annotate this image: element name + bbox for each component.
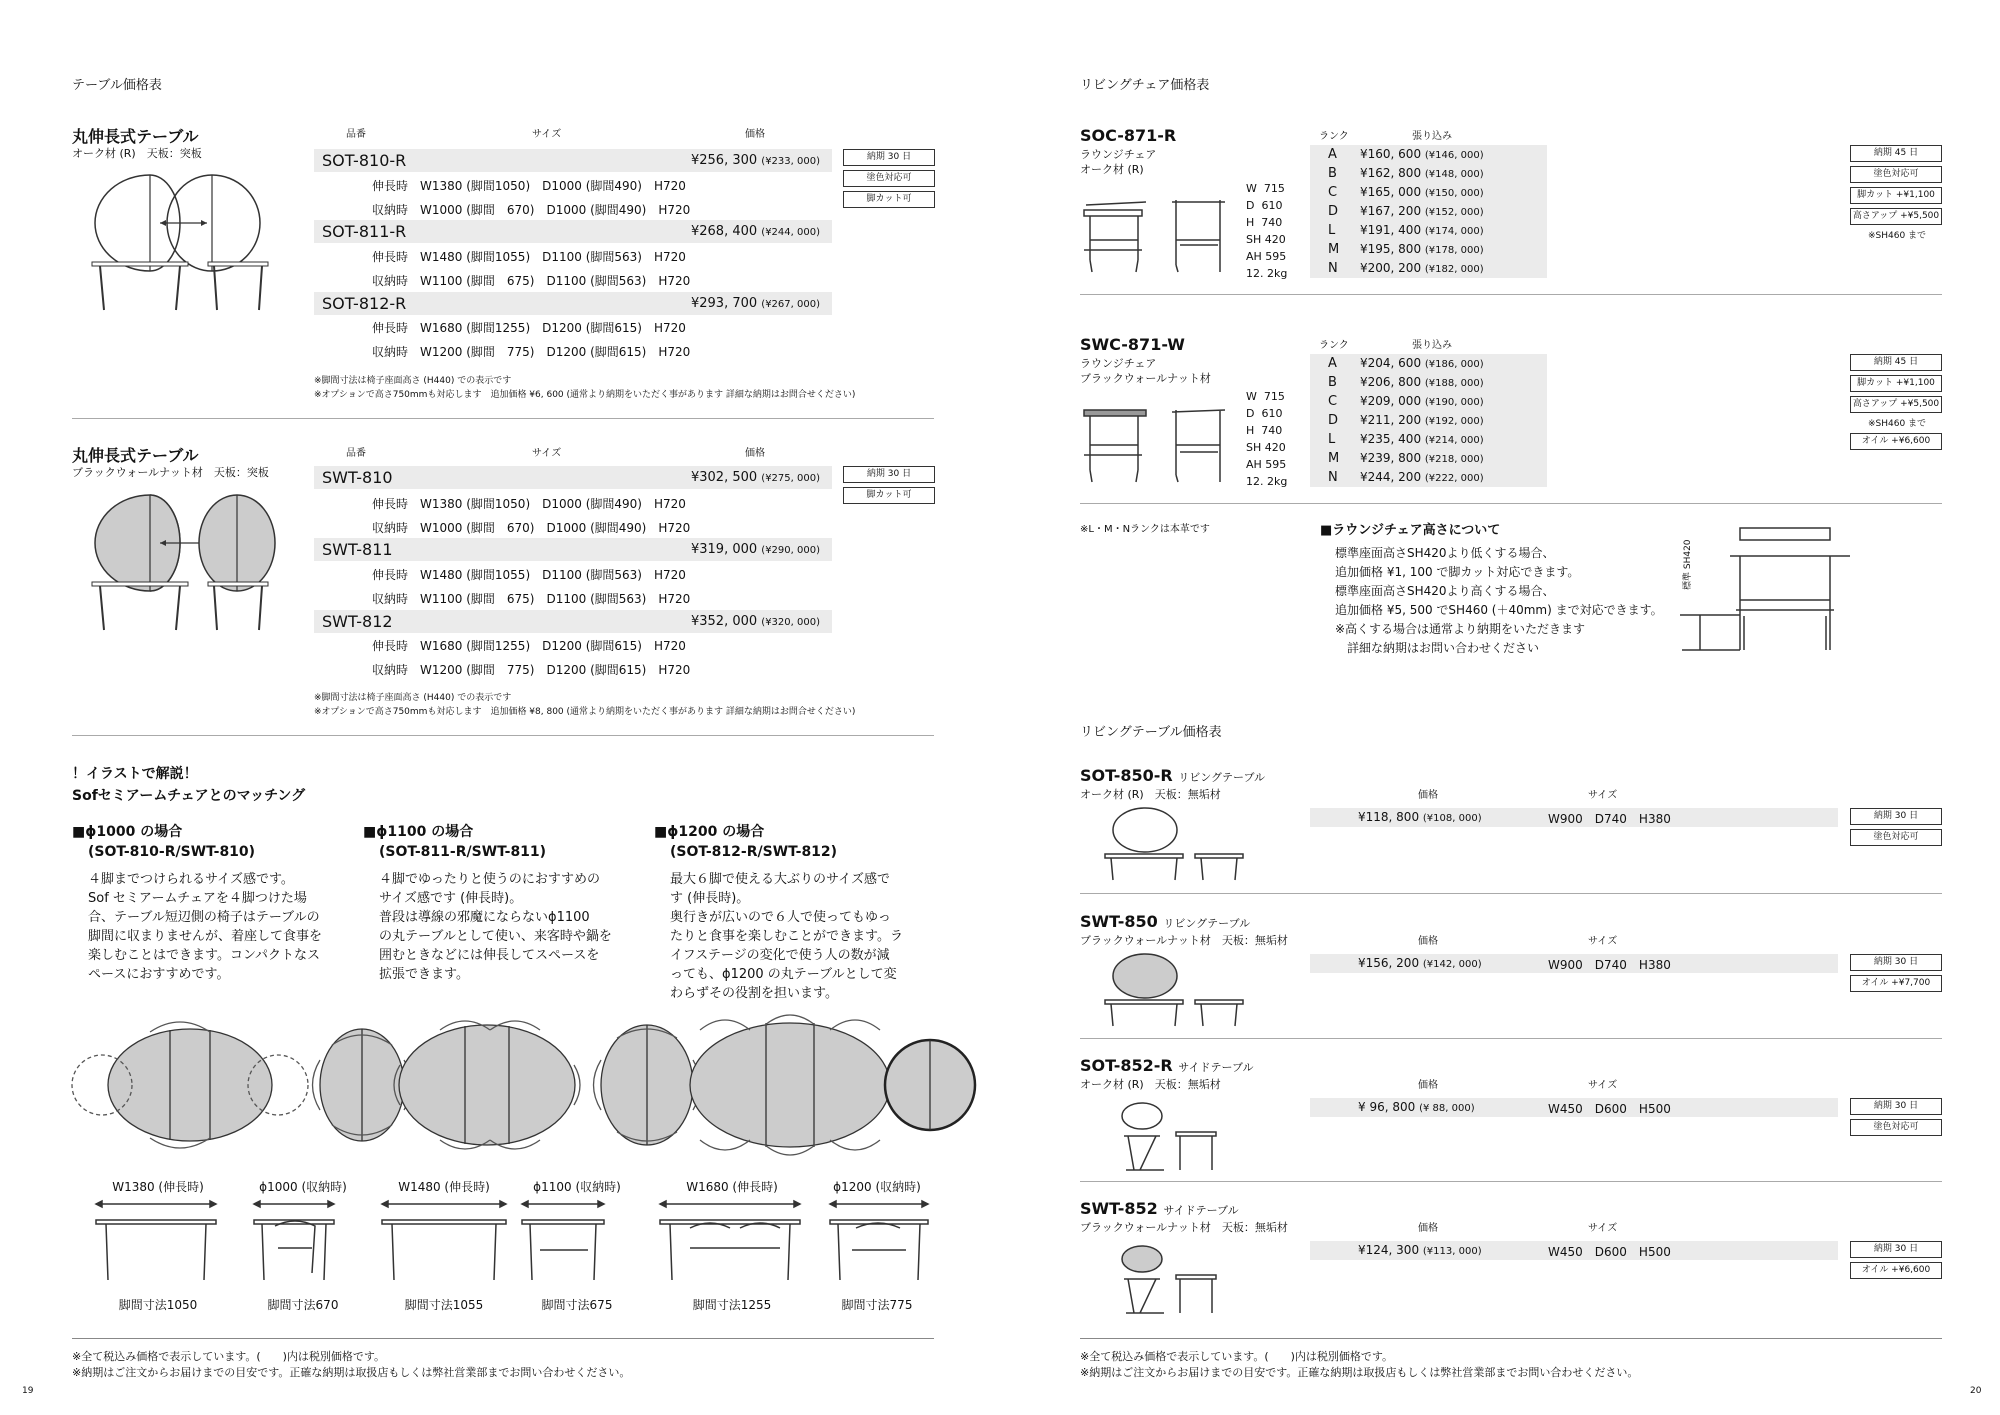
height-chair-diagram <box>1680 520 1850 660</box>
footer-note: ※納期はご注文からお届けまでの目安です。正確な納期は取扱店もしくは弊社営業部までお問い合わせください。 <box>72 1366 631 1379</box>
badge-option: 塗色対応可 <box>1850 829 1942 846</box>
size-stowed: 収納時 W1200 (脚間 775) D1200 (脚間615) H720 <box>372 663 691 677</box>
col-fabric: 張り込み <box>1412 131 1452 142</box>
leg-span-stow: 脚間寸法775 <box>841 1298 913 1312</box>
size-stowed: 収納時 W1000 (脚間 670) D1000 (脚間490) H720 <box>372 521 691 535</box>
product-code: SOC-871-R <box>1080 126 1177 145</box>
illust-text: ４脚までつけられるサイズ感です。 Sof セミアームチェアを４脚つけた場 合、テーブル短辺側の椅子はテーブルの 脚間に収まりませんが、着座して食事を 楽しむことはできます。コンパクトなス ペースにおすすめです。 <box>88 872 323 982</box>
badge-lead-time: 納期 45 日 <box>1850 354 1942 371</box>
col-size: サイズ <box>532 129 562 140</box>
chair-illustration-oak <box>1080 190 1230 275</box>
col-code: 品番 <box>346 448 366 459</box>
model-price: ¥293, 700 (¥267, 000) <box>690 296 820 311</box>
divider <box>1080 1038 1942 1039</box>
illust-text: ４脚でゆったりと使うのにおすすめの サイズ感です (伸長時)。 普段は導線の邪魔にならないϕ1100 の丸テーブルとして使い、来客時や鍋を 囲むときなどには伸長してスペースを 拡張できます。 <box>379 872 612 982</box>
model-code: SOT-810-R <box>322 151 407 170</box>
rank-row: A ¥160, 600 (¥146, 000) <box>1310 145 1547 164</box>
badge-leg-cut: 脚カット可 <box>843 191 935 208</box>
lt-illustration <box>1105 808 1245 883</box>
badge-lead-time: 納期 45 日 <box>1850 145 1942 162</box>
model-price: ¥256, 300 (¥233, 000) <box>690 153 820 168</box>
page-number: 20 <box>1970 1386 1982 1396</box>
product-name: 丸伸長式テーブル <box>72 127 199 146</box>
left-section-title: テーブル価格表 <box>72 78 162 93</box>
model-row <box>314 292 832 315</box>
rank-row: B ¥206, 800 (¥188, 000) <box>1310 373 1547 392</box>
col-size: サイズ <box>1588 790 1618 801</box>
height-label: 標準 SH420 <box>1683 539 1693 590</box>
illust-head: ■ϕ1100 の場合 <box>363 824 474 840</box>
illust-head: ■ϕ1200 の場合 <box>654 824 765 840</box>
col-price: 価格 <box>1418 936 1438 947</box>
badge-height-up: 高さアップ +¥5,500 <box>1850 208 1942 225</box>
divider <box>72 735 934 736</box>
col-price: 価格 <box>1418 1223 1438 1234</box>
model-code: SOT-811-R <box>322 222 407 241</box>
model-row <box>314 466 832 489</box>
model-row <box>314 538 832 561</box>
model-code: SOT-812-R <box>322 294 407 313</box>
note: ※オプションで高さ750mmも対応します 追加価格 ¥6, 600 (通常より納期をいただく事があります 詳細な納期はお問合せください) <box>314 390 856 400</box>
chair-dimensions: W 715 D 610 H 740 SH 420 AH 595 12. 2kg <box>1246 182 1288 280</box>
product-material: オーク材 (R) 天板：突板 <box>72 147 202 160</box>
model-code: SWT-810 <box>322 468 393 487</box>
caption-stow: ϕ1100 (収納時) <box>533 1180 621 1194</box>
rank-row: N ¥244, 200 (¥222, 000) <box>1310 468 1547 487</box>
col-size: サイズ <box>1588 1223 1618 1234</box>
badge-color: 塗色対応可 <box>1850 166 1942 183</box>
product-material: ブラックウォールナット材 天板：無垢材 <box>1080 934 1288 947</box>
rank-row: L ¥191, 400 (¥174, 000) <box>1310 221 1547 240</box>
divider <box>1080 893 1942 894</box>
footer-note: ※納期はご注文からお届けまでの目安です。正確な納期は取扱店もしくは弊社営業部までお問い合わせください。 <box>1080 1366 1639 1379</box>
model-row <box>314 220 832 243</box>
table-illustration-walnut <box>90 490 310 630</box>
product-code: SWT-850 リビングテーブル <box>1080 912 1251 931</box>
footer-note: ※全て税込み価格で表示しています。( )内は税別価格です。 <box>1080 1350 1394 1363</box>
illust-subtitle: Sofセミアームチェアとのマッチング <box>72 788 306 804</box>
product-code: SWC-871-W <box>1080 335 1185 354</box>
product-material: オーク材 (R) <box>1080 163 1144 176</box>
col-size: サイズ <box>1588 1080 1618 1091</box>
product-material: ブラックウォールナット材 天板：無垢材 <box>1080 1221 1288 1234</box>
badge-lead-time: 納期 30 日 <box>1850 1098 1942 1115</box>
caption-ext: W1480 (伸長時) <box>398 1180 490 1194</box>
col-code: 品番 <box>346 129 366 140</box>
badge-lead-time: 納期 30 日 <box>1850 954 1942 971</box>
leg-span-ext: 脚間寸法1055 <box>404 1298 484 1312</box>
badge-note: ※SH460 まで <box>1868 231 1927 241</box>
badge-leg-cut: 脚カット +¥1,100 <box>1850 187 1942 204</box>
lmn-note: ※L・M・Nランクは本革です <box>1080 524 1210 535</box>
col-price: 価格 <box>1418 790 1438 801</box>
model-row <box>314 610 832 633</box>
page-number: 19 <box>22 1386 34 1396</box>
model-row <box>314 149 832 172</box>
col-fabric: 張り込み <box>1412 340 1452 351</box>
model-price: ¥319, 000 (¥290, 000) <box>690 542 820 557</box>
badge-leg-cut: 脚カット +¥1,100 <box>1850 375 1942 392</box>
rank-row: L ¥235, 400 (¥214, 000) <box>1310 430 1547 449</box>
rank-row: D ¥167, 200 (¥152, 000) <box>1310 202 1547 221</box>
model-code: SWT-811 <box>322 540 393 559</box>
size-stowed: 収納時 W1000 (脚間 670) D1000 (脚間490) H720 <box>372 203 691 217</box>
height-info-text: 標準座面高さSH420より低くする場合、 追加価格 ¥1, 100 で脚カット対応できます。 標準座面高さSH420より高くする場合、 追加価格 ¥5, 500 でSH460 (＋40mm) まで対応できます。 ※高くする場合は通常より納期をいただきます 詳細な納期はお問い合わせください <box>1335 546 1663 655</box>
badge-lead-time: 納期 30 日 <box>843 149 935 166</box>
rank-row: N ¥200, 200 (¥182, 000) <box>1310 259 1547 278</box>
rank-row: A ¥204, 600 (¥186, 000) <box>1310 354 1547 373</box>
rank-row: D ¥211, 200 (¥192, 000) <box>1310 411 1547 430</box>
model-price: ¥352, 000 (¥320, 000) <box>690 614 820 629</box>
badge-lead-time: 納期 30 日 <box>843 466 935 483</box>
divider <box>72 1338 934 1339</box>
col-size: サイズ <box>532 448 562 459</box>
note: ※オプションで高さ750mmも対応します 追加価格 ¥8, 800 (通常より納期をいただく事があります 詳細な納期はお問合せください) <box>314 707 856 717</box>
illust-title: ！イラストで解説！ <box>72 766 198 782</box>
height-info-title: ■ラウンジチェア高さについて <box>1320 523 1501 538</box>
rank-row: C ¥165, 000 (¥150, 000) <box>1310 183 1547 202</box>
col-size: サイズ <box>1588 936 1618 947</box>
front-view-illustrations <box>90 1198 940 1288</box>
illust-head-models: (SOT-812-R/SWT-812) <box>670 844 838 860</box>
size-extended: 伸長時 W1680 (脚間1255) D1200 (脚間615) H720 <box>372 639 686 653</box>
illust-text: 最大６脚で使える大ぶりのサイズ感で す (伸長時)。 奥行きが広いので６人で使ってもゆっ たりと食事を楽しむことができます。ラ イフステージの変化で使う人の数が減 っても、ϕ1200 の丸テーブルとして変 わらずその役割を担います。 <box>670 872 903 1001</box>
leg-span-ext: 脚間寸法1050 <box>118 1298 198 1312</box>
lt-row: ¥ 96, 800 (¥ 88, 000) W450 D600 H500 <box>1310 1098 1838 1117</box>
product-code: SOT-850-R リビングテーブル <box>1080 766 1266 785</box>
divider <box>1080 1181 1942 1182</box>
lt-illustration <box>1105 954 1245 1029</box>
model-price: ¥268, 400 (¥244, 000) <box>690 224 820 239</box>
rank-row: M ¥239, 800 (¥218, 000) <box>1310 449 1547 468</box>
caption-stow: ϕ1200 (収納時) <box>833 1180 921 1194</box>
col-price: 価格 <box>1418 1080 1438 1091</box>
badge-option: オイル +¥6,600 <box>1850 1262 1942 1279</box>
badge-lead-time: 納期 30 日 <box>1850 808 1942 825</box>
size-stowed: 収納時 W1200 (脚間 775) D1200 (脚間615) H720 <box>372 345 691 359</box>
lt-illustration <box>1120 1243 1230 1318</box>
chair-illustration-walnut <box>1080 400 1230 485</box>
table-illustration-oak <box>90 170 310 310</box>
badge-option: オイル +¥7,700 <box>1850 975 1942 992</box>
divider <box>1080 294 1942 295</box>
lt-row: ¥156, 200 (¥142, 000) W900 D740 H380 <box>1310 954 1838 973</box>
rank-row: B ¥162, 800 (¥148, 000) <box>1310 164 1547 183</box>
illust-head-models: (SOT-810-R/SWT-810) <box>88 844 256 860</box>
leg-span-stow: 脚間寸法675 <box>541 1298 613 1312</box>
divider <box>1080 503 1942 504</box>
product-material: オーク材 (R) 天板：無垢材 <box>1080 788 1221 801</box>
caption-ext: W1680 (伸長時) <box>686 1180 778 1194</box>
badge-note: ※SH460 まで <box>1868 419 1927 429</box>
size-stowed: 収納時 W1100 (脚間 675) D1100 (脚間563) H720 <box>372 274 691 288</box>
rank-row: M ¥195, 800 (¥178, 000) <box>1310 240 1547 259</box>
col-rank: ランク <box>1319 340 1349 351</box>
note: ※脚間寸法は椅子座面高さ (H440) での表示です <box>314 693 512 703</box>
chair-dimensions: W 715 D 610 H 740 SH 420 AH 595 12. 2kg <box>1246 390 1288 488</box>
badge-color: 塗色対応可 <box>843 170 935 187</box>
divider <box>1080 1338 1942 1339</box>
size-extended: 伸長時 W1680 (脚間1255) D1200 (脚間615) H720 <box>372 321 686 335</box>
top-view-illustrations <box>60 1020 940 1150</box>
badge-lead-time: 納期 30 日 <box>1850 1241 1942 1258</box>
col-price: 価格 <box>745 448 765 459</box>
divider <box>72 418 934 419</box>
product-material: ブラックウォールナット材 天板：突板 <box>72 466 269 479</box>
size-extended: 伸長時 W1480 (脚間1055) D1100 (脚間563) H720 <box>372 568 686 582</box>
lt-row: ¥118, 800 (¥108, 000) W900 D740 H380 <box>1310 808 1838 827</box>
model-price: ¥302, 500 (¥275, 000) <box>690 470 820 485</box>
product-name: 丸伸長式テーブル <box>72 446 199 465</box>
caption-ext: W1380 (伸長時) <box>112 1180 204 1194</box>
illust-head-models: (SOT-811-R/SWT-811) <box>379 844 547 860</box>
product-code: SOT-852-R サイドテーブル <box>1080 1056 1254 1075</box>
lt-row: ¥124, 300 (¥113, 000) W450 D600 H500 <box>1310 1241 1838 1260</box>
badge-option: 塗色対応可 <box>1850 1119 1942 1136</box>
rank-row: C ¥209, 000 (¥190, 000) <box>1310 392 1547 411</box>
lt-illustration <box>1120 1100 1230 1175</box>
caption-stow: ϕ1000 (収納時) <box>259 1180 347 1194</box>
leg-span-ext: 脚間寸法1255 <box>692 1298 772 1312</box>
badge-oil: オイル +¥6,600 <box>1850 433 1942 450</box>
size-extended: 伸長時 W1480 (脚間1055) D1100 (脚間563) H720 <box>372 250 686 264</box>
product-material: ブラックウォールナット材 <box>1080 372 1211 385</box>
col-price: 価格 <box>745 129 765 140</box>
model-code: SWT-812 <box>322 612 393 631</box>
product-sub: ラウンジチェア <box>1080 357 1157 370</box>
illust-head: ■ϕ1000 の場合 <box>72 824 183 840</box>
size-extended: 伸長時 W1380 (脚間1050) D1000 (脚間490) H720 <box>372 497 686 511</box>
size-stowed: 収納時 W1100 (脚間 675) D1100 (脚間563) H720 <box>372 592 691 606</box>
product-sub: ラウンジチェア <box>1080 148 1157 161</box>
col-rank: ランク <box>1319 131 1349 142</box>
badge-height-up: 高さアップ +¥5,500 <box>1850 396 1942 413</box>
size-extended: 伸長時 W1380 (脚間1050) D1000 (脚間490) H720 <box>372 179 686 193</box>
footer-note: ※全て税込み価格で表示しています。( )内は税別価格です。 <box>72 1350 386 1363</box>
leg-span-stow: 脚間寸法670 <box>267 1298 339 1312</box>
right-section-title: リビングチェア価格表 <box>1080 78 1210 93</box>
living-table-title: リビングテーブル価格表 <box>1080 725 1222 740</box>
product-code: SWT-852 サイドテーブル <box>1080 1199 1239 1218</box>
note: ※脚間寸法は椅子座面高さ (H440) での表示です <box>314 376 512 386</box>
badge-leg-cut: 脚カット可 <box>843 487 935 504</box>
product-material: オーク材 (R) 天板：無垢材 <box>1080 1078 1221 1091</box>
